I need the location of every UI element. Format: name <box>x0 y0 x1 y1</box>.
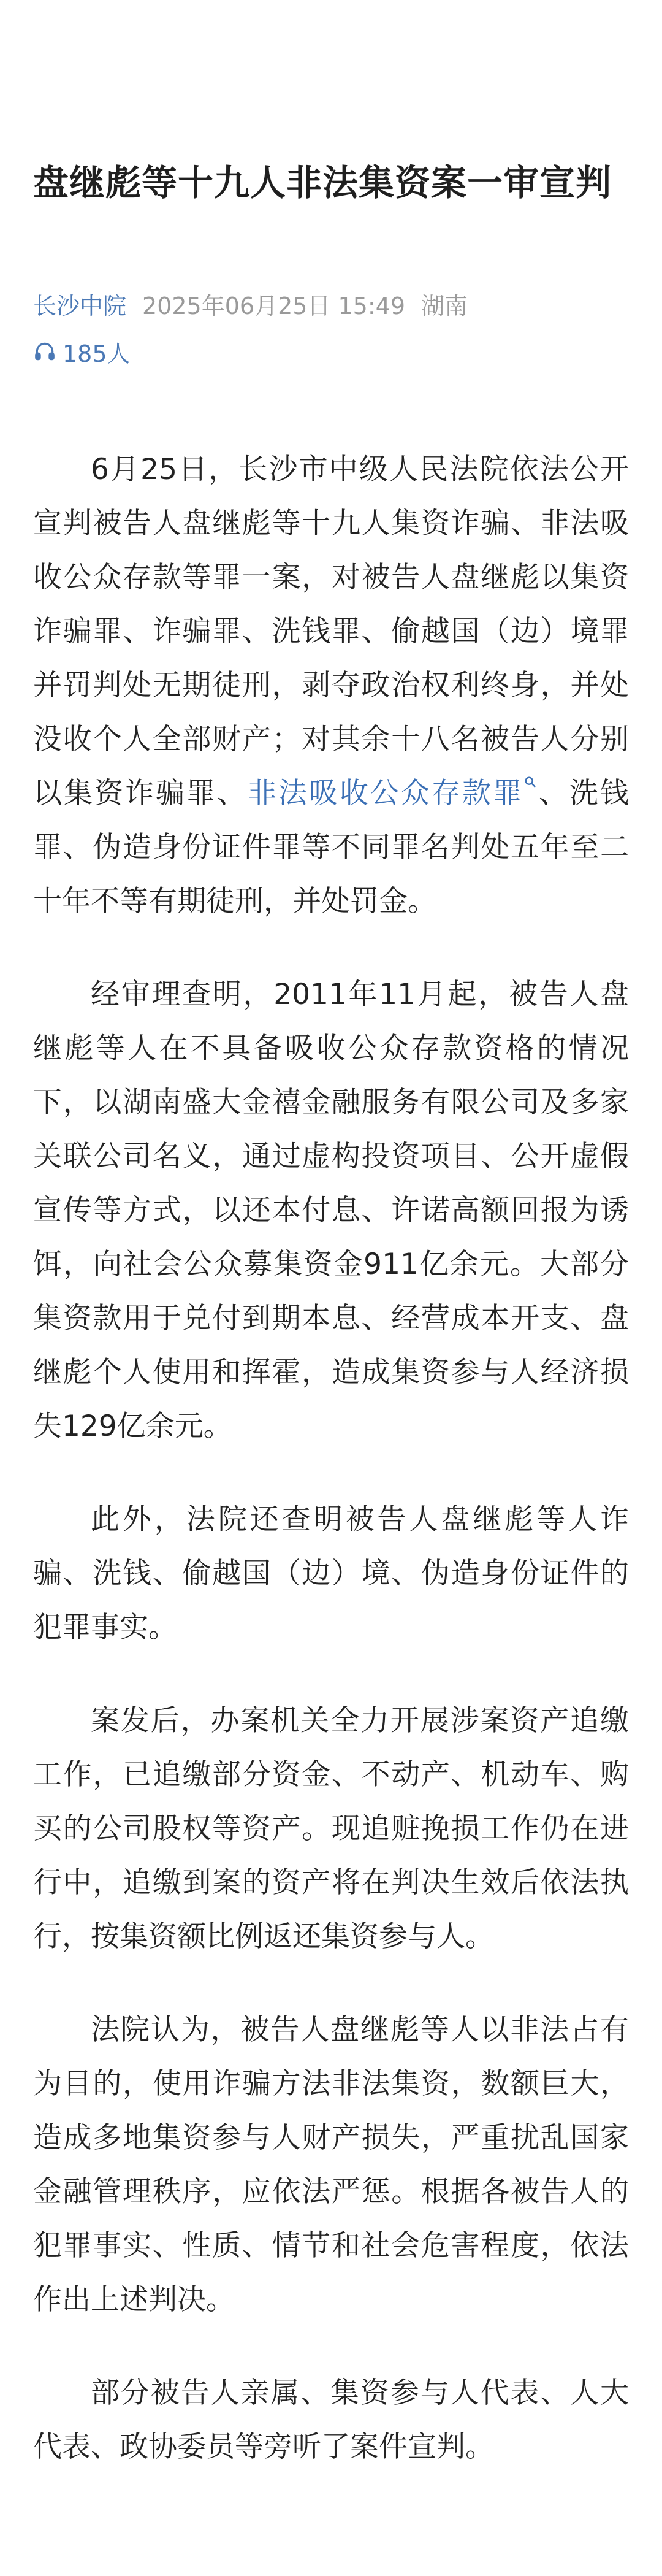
search-icon <box>523 775 537 789</box>
paragraph-4: 案发后，办案机关全力开展涉案资产追缴工作，已追缴部分资金、不动产、机动车、购买的公司股权等资产。现追赃挽损工作仍在进行中，追缴到案的资产将在判决生效后依法执行，按集资额比例返还集资参与人。 <box>33 1704 629 1953</box>
paragraph-1-text-a: 6月25日，长沙市中级人民法院依法公开宣判被告人盘继彪等十九人集资诈骗、非法吸收公众存款等罪一案，对被告人盘继彪以集资诈骗罪、诈骗罪、洗钱罪、偷越国（边）境罪并罚判处无期徒刑，剥夺政治权利终身，并处没收个人全部财产；对其余十八名被告人分别以集资诈骗罪、 <box>33 453 629 810</box>
listen-count: 185人 <box>63 340 131 367</box>
article-meta <box>33 288 468 319</box>
source-link[interactable]: 长沙中院 <box>33 292 127 320</box>
paragraph-6: 部分被告人亲属、集资参与人代表、人大代表、政协委员等旁听了案件宣判。 <box>33 2376 629 2464</box>
publish-location: 湖南 <box>421 292 468 320</box>
article-body <box>33 443 629 2513</box>
paragraph-1-text-b: 、洗钱罪、伪造身份证件罪等不同罪名判处五年至二十年不等有期徒刑，并处罚金。 <box>33 776 629 918</box>
paragraph-3: 此外，法院还查明被告人盘继彪等人诈骗、洗钱、偷越国（边）境、伪造身份证件的犯罪事实。 <box>33 1503 629 1644</box>
keyword-link-label: 非法吸收公众存款罪 <box>248 776 523 810</box>
paragraph-2: 经审理查明，2011年11月起，被告人盘继彪等人在不具备吸收公众存款资格的情况下，以湖南盛大金禧金融服务有限公司及多家关联公司名义，通过虚构投资项目、公开虚假宣传等方式，以还本付息、许诺高额回报为诱饵，向社会公众募集资金911亿余元。大部分集资款用于兑付到期本息、经营成本开支、盘继彪个人使用和挥霍，造成集资参与人经济损失129亿余元。 <box>33 978 629 1443</box>
listen-count-button[interactable] <box>33 336 131 367</box>
keyword-link[interactable] <box>248 776 537 810</box>
headphones-icon <box>33 340 56 363</box>
paragraph-1 <box>33 443 629 929</box>
article-title: 盘继彪等十九人非法集资案一审宣判 <box>33 162 612 204</box>
paragraph-5: 法院认为，被告人盘继彪等人以非法占有为目的，使用诈骗方法非法集资，数额巨大，造成多地集资参与人财产损失，严重扰乱国家金融管理秩序，应依法严惩。根据各被告人的犯罪事实、性质、情节和社会危害程度，依法作出上述判决。 <box>33 2013 629 2317</box>
publish-time: 2025年06月25日 15:49 <box>142 292 406 320</box>
